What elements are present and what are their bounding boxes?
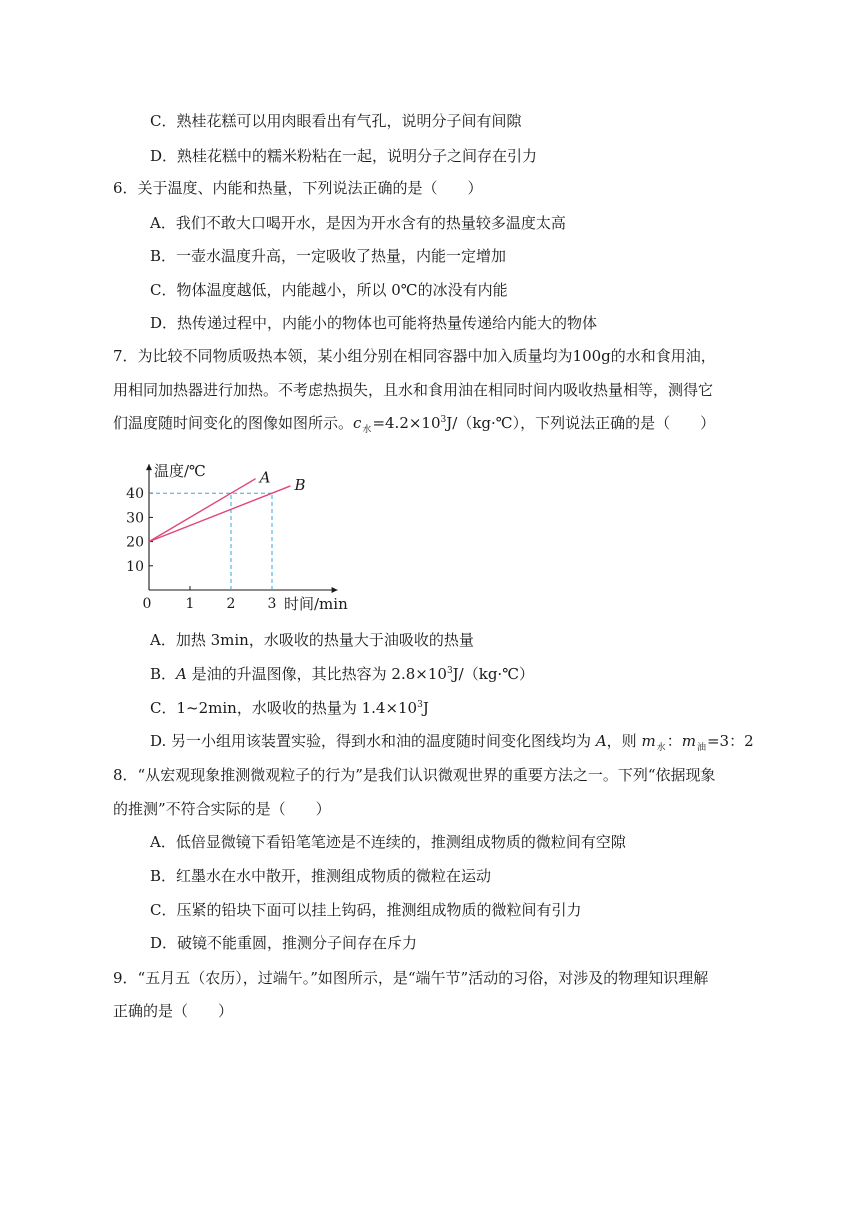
q7-option-b: B．A 是油的升温图像，其比热容为 $2.8\times 10^3J/(kg\cdot℃)$ bbox=[150, 665, 534, 683]
series-line-B bbox=[149, 486, 290, 542]
q9-stem-line1: 9．“五月五（农历），过端午。”如图所示，是“端午节”活动的习俗，对涉及的物理知识理解 bbox=[113, 969, 709, 987]
y-tick-label: 20 bbox=[126, 534, 144, 551]
q8-stem-line2: 的推测”不符合实际的是（ ） bbox=[113, 800, 331, 818]
q7-stem-line3: 们温度随时间变化的图像如图所示。$c_水=4.2\times 10^3J/(kg\cdot℃)$，下列说法正确的是（ ） bbox=[113, 414, 716, 435]
q6-stem: 6．关于温度、内能和热量，下列说法正确的是（ ） bbox=[113, 179, 483, 197]
x-axis-title: 时间/min bbox=[284, 595, 348, 613]
x-tick-label: 1 bbox=[185, 596, 195, 612]
y-tick-label: 40 bbox=[126, 486, 144, 503]
q6-option-a: A．我们不敢大口喝开水，是因为开水含有的热量较多温度太高 bbox=[150, 214, 566, 232]
x-axis-arrow bbox=[332, 587, 338, 593]
x-tick-label: 3 bbox=[267, 596, 277, 612]
q6-option-b: B．一壶水温度升高，一定吸收了热量，内能一定增加 bbox=[150, 247, 507, 265]
q7-stem-line2: 用相同加热器进行加热。不考虑热损失，且水和食用油在相同时间内吸收热量相等，测得它 bbox=[113, 381, 714, 399]
q9-stem-line2: 正确的是（ ） bbox=[113, 1002, 234, 1020]
x-tick-label: 0 bbox=[142, 596, 152, 612]
q7-option-a: A．加热 3min，水吸收的热量大于油吸收的热量 bbox=[150, 631, 474, 649]
temperature-time-chart bbox=[118, 448, 358, 613]
q7-stem-line1: 7．为比较不同物质吸热本领，某小组分别在相同容器中加入质量均为100g的水和食用油， bbox=[113, 347, 716, 365]
y-tick-label: 10 bbox=[126, 558, 144, 575]
y-axis-arrow bbox=[146, 464, 152, 470]
q7-option-d: D. 另一小组用该装置实验，得到水和油的温度随时间变化图线均为 A，则 $m_水$：$m_油=3$：2 bbox=[150, 732, 754, 753]
q5-option-d: D．熟桂花糕中的糯米粉粘在一起，说明分子之间存在引力 bbox=[150, 147, 538, 165]
series-line-A bbox=[149, 479, 256, 542]
series-label-A: A bbox=[259, 468, 271, 487]
q8-stem-line1: 8．“从宏观现象推测微观粒子的行为”是我们认识微观世界的重要方法之一。下列“依据现象 bbox=[113, 766, 716, 784]
q8-option-c: C．压紧的铅块下面可以挂上钩码，推测组成物质的微粒间有引力 bbox=[150, 901, 582, 919]
q6-option-d: D．热传递过程中，内能小的物体也可能将热量传递给内能大的物体 bbox=[150, 314, 598, 332]
q8-option-a: A．低倍显微镜下看铅笔笔迹是不连续的，推测组成物质的微粒间有空隙 bbox=[150, 833, 626, 851]
x-tick-label: 2 bbox=[226, 596, 236, 612]
q7-option-c: C．1~2min，水吸收的热量为 $1.4\times 10^3J$ bbox=[150, 699, 429, 717]
series-label-B: B bbox=[294, 475, 306, 494]
q6-option-c: C．物体温度越低，内能越小，所以 0℃的冰没有内能 bbox=[150, 281, 508, 299]
q5-option-c: C．熟桂花糕可以用肉眼看出有气孔，说明分子间有间隙 bbox=[150, 112, 522, 130]
y-tick-label: 30 bbox=[126, 510, 144, 527]
q8-option-b: B．红墨水在水中散开，推测组成物质的微粒在运动 bbox=[150, 867, 492, 885]
q8-option-d: D．破镜不能重圆，推测分子间存在斥力 bbox=[150, 934, 418, 952]
y-axis-title: 温度/℃ bbox=[154, 462, 206, 481]
